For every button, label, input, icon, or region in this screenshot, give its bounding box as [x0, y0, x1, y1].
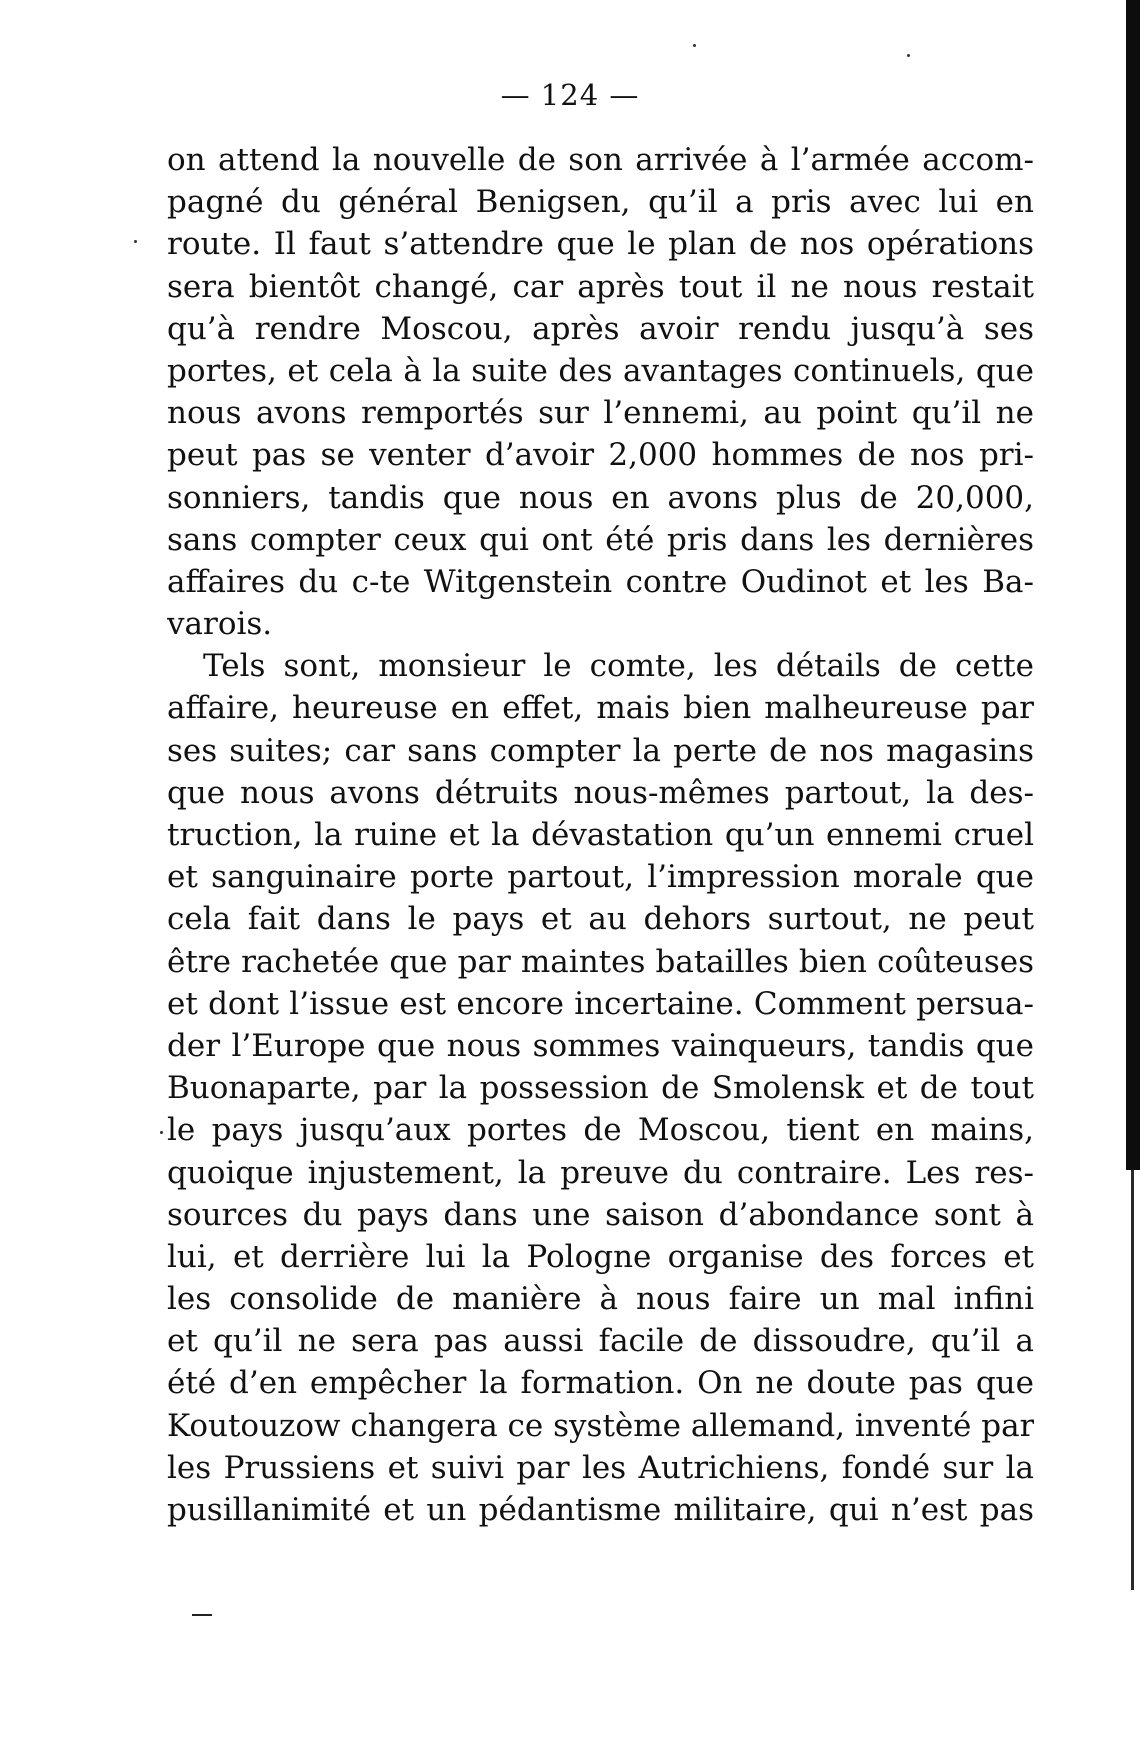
- print-speck: [134, 240, 137, 243]
- text-line: der l’Europe que nous sommes vainqueurs, tandis que: [167, 1027, 1034, 1064]
- text-line: on attend la nouvelle de son arrivée à l’armée accom-: [167, 142, 1034, 178]
- text-line: sans compter ceux qui ont été pris dans les dernières: [167, 521, 1034, 558]
- text-line: sonniers, tandis que nous en avons plus de 20,000,: [167, 479, 1034, 516]
- text-line: les Prussiens et suivi par les Autrichiens, fondé sur la: [167, 1449, 1034, 1486]
- text-line: varois.: [167, 606, 273, 643]
- text-line: qu’à rendre Moscou, après avoir rendu jusqu’à ses: [167, 310, 1034, 347]
- text-line: ses suites; car sans compter la perte de nos magasins: [167, 732, 1034, 769]
- text-line: quoique injustement, la preuve du contraire. Les res-: [167, 1154, 1034, 1191]
- text-line: et qu’il ne sera pas aussi facile de dissoudre, qu’il a: [167, 1323, 1034, 1360]
- binding-edge: [1126, 0, 1140, 1170]
- text-line: Tels sont, monsieur le comte, les détails de cette: [203, 648, 1034, 685]
- print-speck: [693, 44, 696, 47]
- text-line: être rachetée que par maintes batailles bien coûteuses: [167, 943, 1034, 980]
- text-line: été d’en empêcher la formation. On ne doute pas que: [167, 1365, 1034, 1402]
- print-speck: [160, 1131, 163, 1134]
- page-number: — 124 —: [500, 78, 640, 112]
- text-line: affaire, heureuse en effet, mais bien malheureuse par: [167, 690, 1034, 727]
- text-line: les consolide de manière à nous faire un mal infini: [167, 1281, 1034, 1318]
- text-line: et dont l’issue est encore incertaine. Comment persua-: [167, 985, 1034, 1022]
- text-line: le pays jusqu’aux portes de Moscou, tient en mains,: [167, 1112, 1034, 1149]
- text-line: pusillanimité et un pédantisme militaire, qui n’est pas: [167, 1492, 1034, 1528]
- text-line: Buonaparte, par la possession de Smolensk et de tout: [167, 1070, 1034, 1107]
- stray-dash-mark: [192, 1614, 212, 1616]
- text-line: pagné du général Benigsen, qu’il a pris avec lui en: [167, 184, 1034, 221]
- text-line: Koutouzow changera ce système allemand, inventé par: [167, 1407, 1034, 1444]
- text-line: et sanguinaire porte partout, l’impression morale que: [167, 859, 1034, 896]
- text-line: truction, la ruine et la dévastation qu’un ennemi cruel: [167, 817, 1034, 853]
- body-text: [167, 139, 1034, 1531]
- text-line: cela fait dans le pays et au dehors surtout, ne peut: [167, 901, 1034, 938]
- text-line: que nous avons détruits nous-mêmes partout, la des-: [167, 774, 1034, 811]
- print-speck: [907, 54, 910, 57]
- text-line: sources du pays dans une saison d’abondance sont à: [167, 1196, 1034, 1233]
- text-line: sera bientôt changé, car après tout il ne nous restait: [167, 268, 1034, 305]
- text-line: lui, et derrière lui la Pologne organise des forces et: [167, 1238, 1034, 1275]
- text-line: affaires du c-te Witgenstein contre Oudinot et les Ba-: [167, 563, 1034, 600]
- text-line: portes, et cela à la suite des avantages continuels, que: [167, 352, 1034, 389]
- text-line: nous avons remportés sur l’ennemi, au point qu’il ne: [167, 395, 1034, 432]
- text-line: route. Il faut s’attendre que le plan de nos opérations: [167, 226, 1034, 263]
- binding-edge-shadow: [1131, 1170, 1134, 1590]
- text-line: peut pas se venter d’avoir 2,000 hommes de nos pri-: [167, 437, 1034, 474]
